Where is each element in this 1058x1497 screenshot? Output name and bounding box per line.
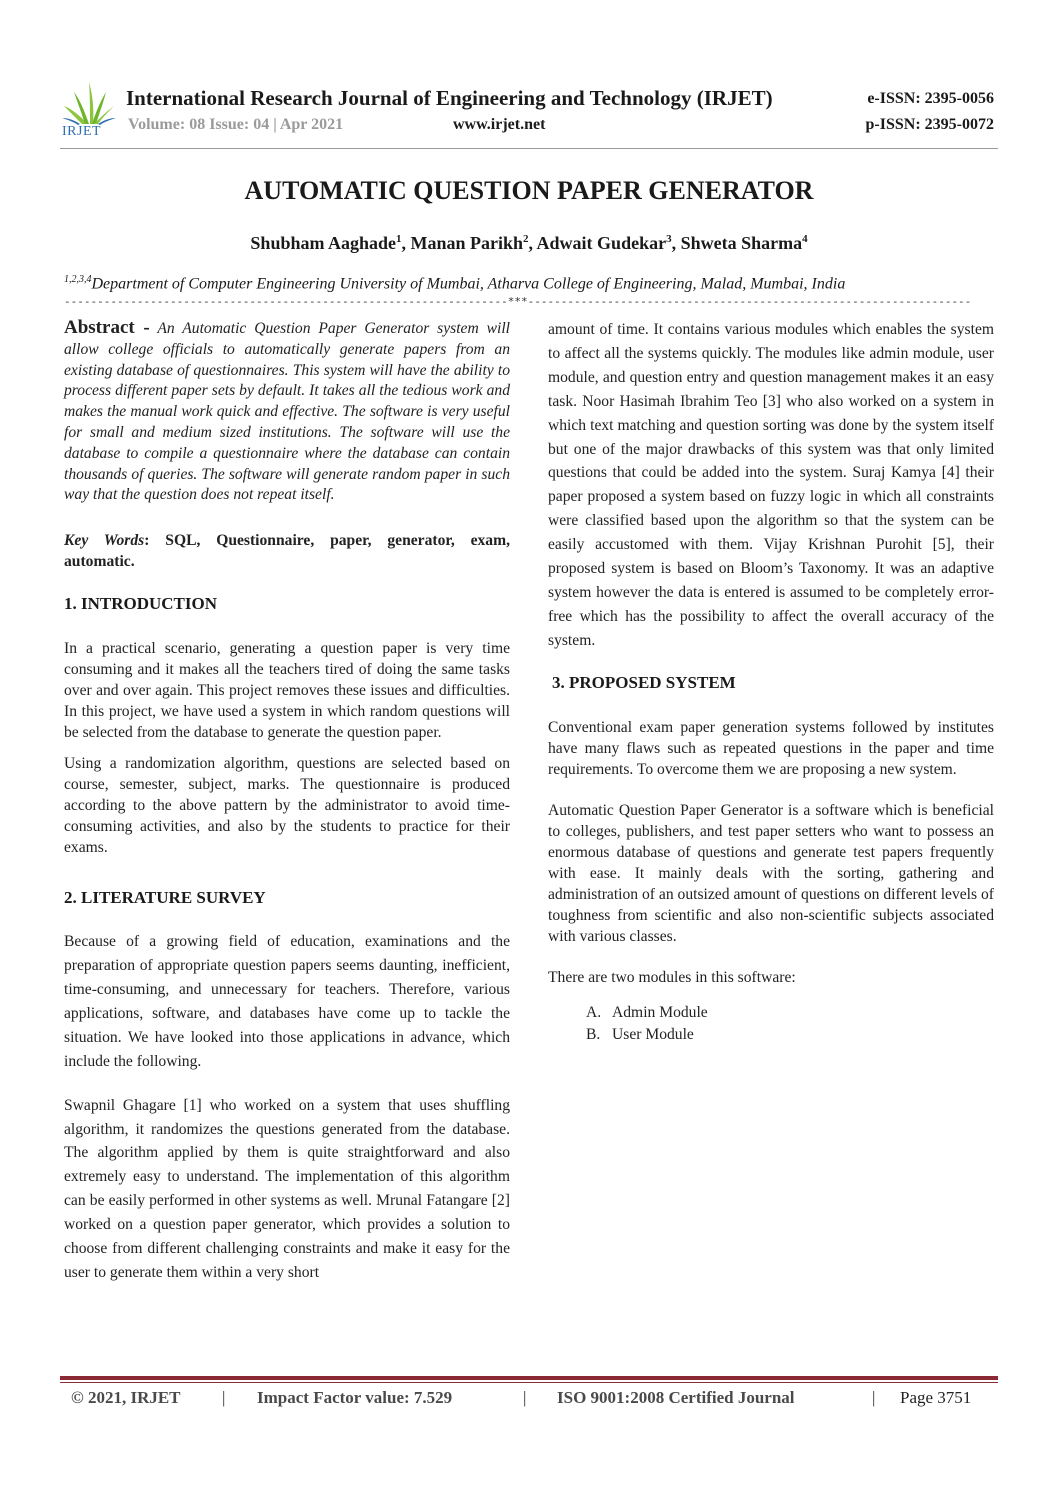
abstract-text: An Automatic Question Paper Generator system will allow college officials to automatically generate papers from an existing database of questionnaires. This system will have the ability to process different paper sets by default. It takes all the tedious work and makes the manual work quick and effective. The software is very useful for small and medium sized institutions. The software will use the database to compile a questionnaire where the database can contain thousands of queries. The software will generate random paper in such way that the question does not repeat itself. xyxy=(64,320,510,504)
author-name: Manan Parikh xyxy=(410,233,524,253)
abstract-label: Abstract - xyxy=(64,317,150,338)
author-sup: 2 xyxy=(523,233,529,245)
footer-rule-thick xyxy=(60,1376,998,1380)
keywords: Key Words: SQL, Questionnaire, paper, generator, exam, automatic. xyxy=(64,532,510,571)
section-heading-proposed-system: 3. PROPOSED SYSTEM xyxy=(552,672,736,692)
footer-separator: | xyxy=(222,1388,226,1407)
footer-separator: | xyxy=(872,1388,876,1407)
author-sup: 1 xyxy=(396,233,402,245)
footer-rule-thin xyxy=(60,1382,998,1383)
abstract xyxy=(64,318,510,506)
journal-website-link[interactable]: www.irjet.net xyxy=(453,116,546,133)
journal-header xyxy=(60,78,998,150)
header-divider xyxy=(60,148,998,149)
separator-mark: *** xyxy=(507,296,528,308)
footer-separator: | xyxy=(523,1388,527,1407)
intro-paragraph-2: Using a randomization algorithm, questions are selected based on course, semester, subject, marks. The questionnaire is produced according to the above pattern by the administrator to avoid time-consuming activities, and also by the students to practice for their exams. xyxy=(64,755,510,857)
affiliation-sup: 1,2,3,4 xyxy=(64,274,92,285)
footer-copyright: © 2021, IRJET xyxy=(71,1388,181,1407)
affiliation xyxy=(64,274,998,293)
author-name: Adwait Gudekar xyxy=(536,233,667,253)
list-item-label: User Module xyxy=(612,1025,694,1043)
paper-title: AUTOMATIC QUESTION PAPER GENERATOR xyxy=(244,176,814,205)
proposed-paragraph-3: There are two modules in this software: xyxy=(548,968,796,986)
literature-paragraph-1: Because of a growing field of education, examinations and the preparation of appropriate question papers seems daunting, inefficient, time-consuming, and unnecessary for teachers. Therefore, various applications, software, and databases have come up to tackle the situation. We have looked into those applications in advance, which include the following. xyxy=(64,933,510,1070)
list-item-letter: A. xyxy=(586,1003,602,1021)
list-item-label: Admin Module xyxy=(612,1003,708,1021)
author-name: Shubham Aaghade xyxy=(250,233,396,253)
section-separator: -------------------------------------------------------------------***------------------------------------------------------------------- xyxy=(64,296,972,308)
proposed-paragraph-1: Conventional exam paper generation systems followed by institutes have many flaws such as repeated questions in the paper and time requirements. To overcome them we are proposing a new system. xyxy=(548,718,994,778)
author-sup: 4 xyxy=(802,233,808,245)
right-column xyxy=(548,318,994,1046)
footer-iso: ISO 9001:2008 Certified Journal xyxy=(557,1388,795,1407)
section-heading-introduction: 1. INTRODUCTION xyxy=(64,594,218,614)
keywords-text: SQL, Questionnaire, paper, generator, exam, automatic. xyxy=(64,532,510,571)
proposed-paragraph-2: Automatic Question Paper Generator is a software which is beneficial to colleges, publishers, and test paper setters who want to possess an enormous database of questions and generate test papers frequently with ease. It mainly deals with the sorting, gathering and administration of an outsized amount of questions on different levels of toughness from scientific and also non-scientific subjects associated with various classes. xyxy=(548,801,994,945)
literature-paragraph-2-continued: amount of time. It contains various modules which enables the system to affect all the systems quickly. The modules like admin module, user module, and question entry and question management makes it an easy task. Noor Hasimah Ibrahim Teo [3] who also worked on a system in which text matching and question sorting was done by the system itself but one of the major drawbacks of this system was that only limited questions that could be added into the system. Suraj Kamya [4] their paper proposed a system based on fuzzy logic in which all constraints were classified based upon the algorithm so that the system can be easily accustomed with them. Vijay Krishnan Purohit [5], their proposed system is based on Bloom’s Taxonomy. It was an adaptive system however the data is entered is assumed to be completely error-free which has the possibility to affect the overall accuracy of the system. xyxy=(548,321,994,649)
journal-name: International Research Journal of Engineering and Technology (IRJET) xyxy=(126,86,773,110)
list-item-letter: B. xyxy=(586,1025,601,1043)
pissn: p-ISSN: 2395-0072 xyxy=(865,116,994,133)
section-heading-literature: 2. LITERATURE SURVEY xyxy=(64,888,266,908)
left-column xyxy=(64,318,510,1285)
footer-page-number: Page 3751 xyxy=(900,1388,972,1407)
eissn: e-ISSN: 2395-0056 xyxy=(867,90,994,107)
author-list: Shubham Aaghade$^1$, Manan Parikh$^2$, Adwait Gudekar$^3$, Shweta Sharma$^4$ xyxy=(250,233,808,253)
volume-issue: Volume: 08 Issue: 04 | Apr 2021 xyxy=(128,116,344,133)
keywords-label: Key Words xyxy=(64,532,145,550)
list-item xyxy=(586,1002,994,1024)
literature-paragraph-2: Swapnil Ghagare [1] who worked on a system that uses shuffling algorithm, it randomizes the questions generated from the database. The algorithm applied by them is quite straightforward and also extremely easy to understand. The implementation of this algorithm can be easily performed in other systems as well. Mrunal Fatangare [2] worked on a question paper generator, which provides a solution to choose from different challenging constraints and make it easy for the user to generate them within a very short xyxy=(64,1096,510,1281)
list-item xyxy=(586,1024,994,1046)
footer-impact-factor: Impact Factor value: 7.529 xyxy=(257,1388,453,1407)
logo-text: IRJET xyxy=(62,124,102,139)
module-list xyxy=(586,1002,994,1046)
author-name: Shweta Sharma xyxy=(680,233,803,253)
affiliation-text: Department of Computer Engineering University of Mumbai, Atharva College of Engineering, Malad, Mumbai, India xyxy=(91,275,846,293)
intro-paragraph-1: In a practical scenario, generating a question paper is very time consuming and it makes all the teachers tired of doing the same tasks over and over again. This project removes these issues and difficulties. In this project, we have used a system in which random questions will be selected from the database to generate the question paper. xyxy=(64,640,510,742)
author-sup: 3 xyxy=(666,233,672,245)
